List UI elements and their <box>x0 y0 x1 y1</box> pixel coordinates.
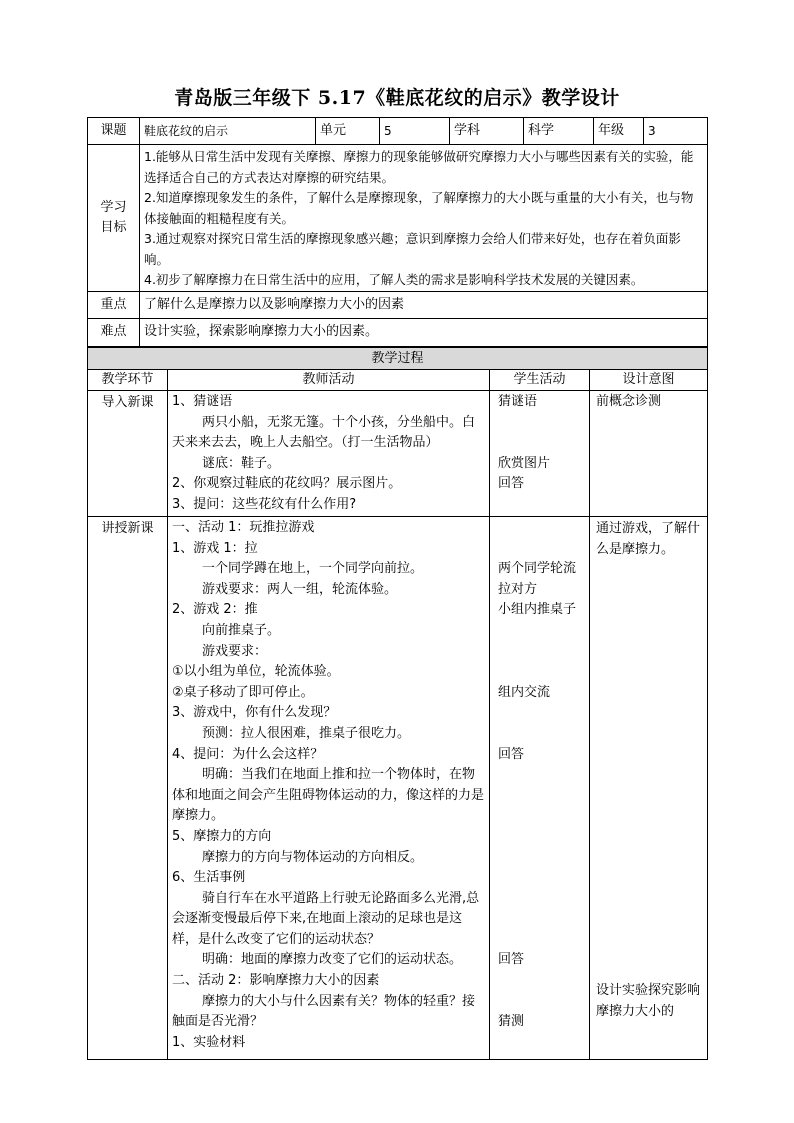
teacher-line: 明确：当我们在地面上推和拉一个物体时，在物体和地面之间会产生阻碍物体运动的力，像这样的力是摩擦力。 <box>172 767 485 824</box>
teacher-line: 谜底：鞋子。 <box>202 455 281 471</box>
student-line <box>498 848 585 869</box>
difficulty-label: 难点 <box>88 318 140 346</box>
teacher-line: 6、生活事例 <box>172 870 246 886</box>
goals-row <box>88 145 708 292</box>
goal-item: 3.通过观察对探究日常生活的摩擦现象感兴趣；意识到摩擦力会给人们带来好处，也存在着负面影响。 <box>144 231 681 267</box>
intro-row <box>88 391 708 517</box>
student-line: 组内交流 <box>498 684 551 700</box>
intro-teacher <box>168 391 490 517</box>
teacher-line: 3、游戏中，你有什么发现？ <box>172 705 337 721</box>
student-line <box>498 786 585 807</box>
teacher-line: 骑自行车在水平道路上行驶无论路面多么光滑,总会逐渐变慢最后停下来,在地面上滚动的足球也是这样，是什么改变了它们的运动状态？ <box>172 890 480 947</box>
lecture-design <box>590 517 708 1060</box>
teacher-line: ①以小组为单位，轮流体验。 <box>172 664 340 680</box>
student-line <box>498 930 585 951</box>
student-line <box>498 413 585 434</box>
grade-value: 3 <box>644 118 708 145</box>
student-line <box>498 971 585 992</box>
page-title: 青岛版三年级下 5.17《鞋底花纹的启示》教学设计 <box>174 87 620 109</box>
teacher-line: 向前推桌子。 <box>202 622 281 638</box>
goals-label-line2: 目标 <box>100 219 127 235</box>
goals-label <box>88 145 140 292</box>
student-line: 两个同学轮流拉对方 <box>498 561 577 597</box>
subject-value: 科学 <box>524 118 594 145</box>
teacher-line: 1、猜谜语 <box>172 394 233 409</box>
subject-label: 学科 <box>450 118 524 145</box>
grade-label: 年级 <box>594 118 644 145</box>
intro-stage: 导入新课 <box>88 391 168 517</box>
process-header: 教学过程 <box>88 348 708 370</box>
student-line <box>498 539 585 560</box>
student-line: 猜谜语 <box>498 394 538 409</box>
teacher-line: 明确：地面的摩擦力改变了它们的运动状态。 <box>202 952 463 968</box>
student-line <box>498 642 585 663</box>
teacher-line: 游戏要求：两人一组，轮流体验。 <box>202 581 398 597</box>
info-row <box>88 118 708 145</box>
teacher-line: 2、你观察过鞋底的花纹吗？展示图片。 <box>172 476 402 492</box>
lecture-student <box>490 517 590 1060</box>
topic-label: 课题 <box>88 118 140 145</box>
difficulty-value: 设计实验，探索影响摩擦力大小的因素。 <box>140 318 708 346</box>
goal-item: 4.初步了解摩擦力在日常生活中的应用，了解人类的需求是影响科学技术发展的关键因素。 <box>144 272 644 287</box>
teacher-line: ②桌子移动了即可停止。 <box>172 684 314 700</box>
student-line <box>498 662 585 683</box>
teacher-line: 4、提问：为什么会这样？ <box>172 746 324 762</box>
column-teacher: 教师活动 <box>168 370 490 391</box>
lecture-row <box>88 517 708 1060</box>
student-line: 小组内推桌子 <box>498 602 577 618</box>
student-line <box>498 433 585 454</box>
student-line <box>498 827 585 848</box>
column-stage: 教学环节 <box>88 370 168 391</box>
lecture-stage: 讲授新课 <box>88 517 168 1060</box>
student-line <box>498 724 585 745</box>
student-line <box>498 621 585 642</box>
student-line <box>498 868 585 889</box>
teacher-line: 二、活动 2：影响摩擦力大小的因素 <box>172 973 380 989</box>
student-line <box>498 992 585 1013</box>
column-design: 设计意图 <box>590 370 708 391</box>
student-line <box>498 806 585 827</box>
intro-student <box>490 391 590 517</box>
unit-value: 5 <box>380 118 450 145</box>
teacher-line: 1、游戏 1：拉 <box>172 540 258 556</box>
teacher-line: 1、实验材料 <box>172 1034 246 1050</box>
student-line <box>498 765 585 786</box>
teacher-line: 3、提问：这些花纹有什么作用? <box>172 496 357 512</box>
design-note: 设计实验探究影响摩擦力大小的 <box>596 983 701 1019</box>
teacher-line: 游戏要求： <box>202 643 268 659</box>
teacher-line: 一、活动 1：玩推拉游戏 <box>172 520 315 535</box>
goal-item: 2.知道摩擦现象发生的条件，了解什么是摩擦现象，了解摩擦力的大小既与重量的大小有关，也与物体接触面的粗糙程度有关。 <box>144 190 694 226</box>
student-line <box>498 518 585 539</box>
info-table <box>87 117 708 347</box>
student-line <box>498 889 585 910</box>
student-line: 欣赏图片 <box>498 455 551 471</box>
design-note: 通过游戏，了解什么是摩擦力。 <box>596 521 701 557</box>
teacher-line: 两只小船，无浆无篷。十个小孩，分坐船中。白天来来去去，晚上人去船空。（打一生活物品） <box>172 414 476 451</box>
intro-design: 前概念诊测 <box>590 391 708 517</box>
goals-content <box>140 145 708 292</box>
design-spacer <box>596 560 703 980</box>
process-columns-row <box>88 370 708 391</box>
teacher-line: 摩擦力的方向与物体运动的方向相反。 <box>202 849 424 865</box>
goal-item: 1.能够从日常生活中发现有关摩擦、摩擦力的现象能够做研究摩擦力大小与哪些因素有关的实验，能选择适合自己的方式表达对摩擦的研究结果。 <box>144 149 694 185</box>
teacher-line: 2、游戏 2：推 <box>172 602 258 618</box>
key-point-row <box>88 291 708 318</box>
topic-value: 鞋底花纹的启示 <box>140 118 316 145</box>
teacher-line: 5、摩擦力的方向 <box>172 828 272 844</box>
student-line: 回答 <box>498 476 525 492</box>
column-student: 学生活动 <box>490 370 590 391</box>
key-point-value: 了解什么是摩擦力以及影响摩擦力大小的因素 <box>140 291 708 318</box>
process-header-row <box>88 348 708 370</box>
student-line <box>498 703 585 724</box>
difficulty-row <box>88 318 708 346</box>
teacher-line: 摩擦力的大小与什么因素有关？物体的轻重？接触面是否光滑？ <box>172 993 476 1030</box>
process-table <box>87 347 708 1060</box>
teacher-line: 预测：拉人很困难，推桌子很吃力。 <box>202 725 411 741</box>
lecture-teacher <box>168 517 490 1060</box>
student-line: 回答 <box>498 746 525 762</box>
key-point-label: 重点 <box>88 291 140 318</box>
goals-label-line1: 学习 <box>100 199 127 215</box>
unit-label: 单元 <box>316 118 380 145</box>
teacher-line: 一个同学蹲在地上，一个同学向前拉。 <box>202 561 424 577</box>
student-line: 猜测 <box>498 1014 525 1030</box>
student-line: 回答 <box>498 952 525 968</box>
student-line <box>498 909 585 930</box>
